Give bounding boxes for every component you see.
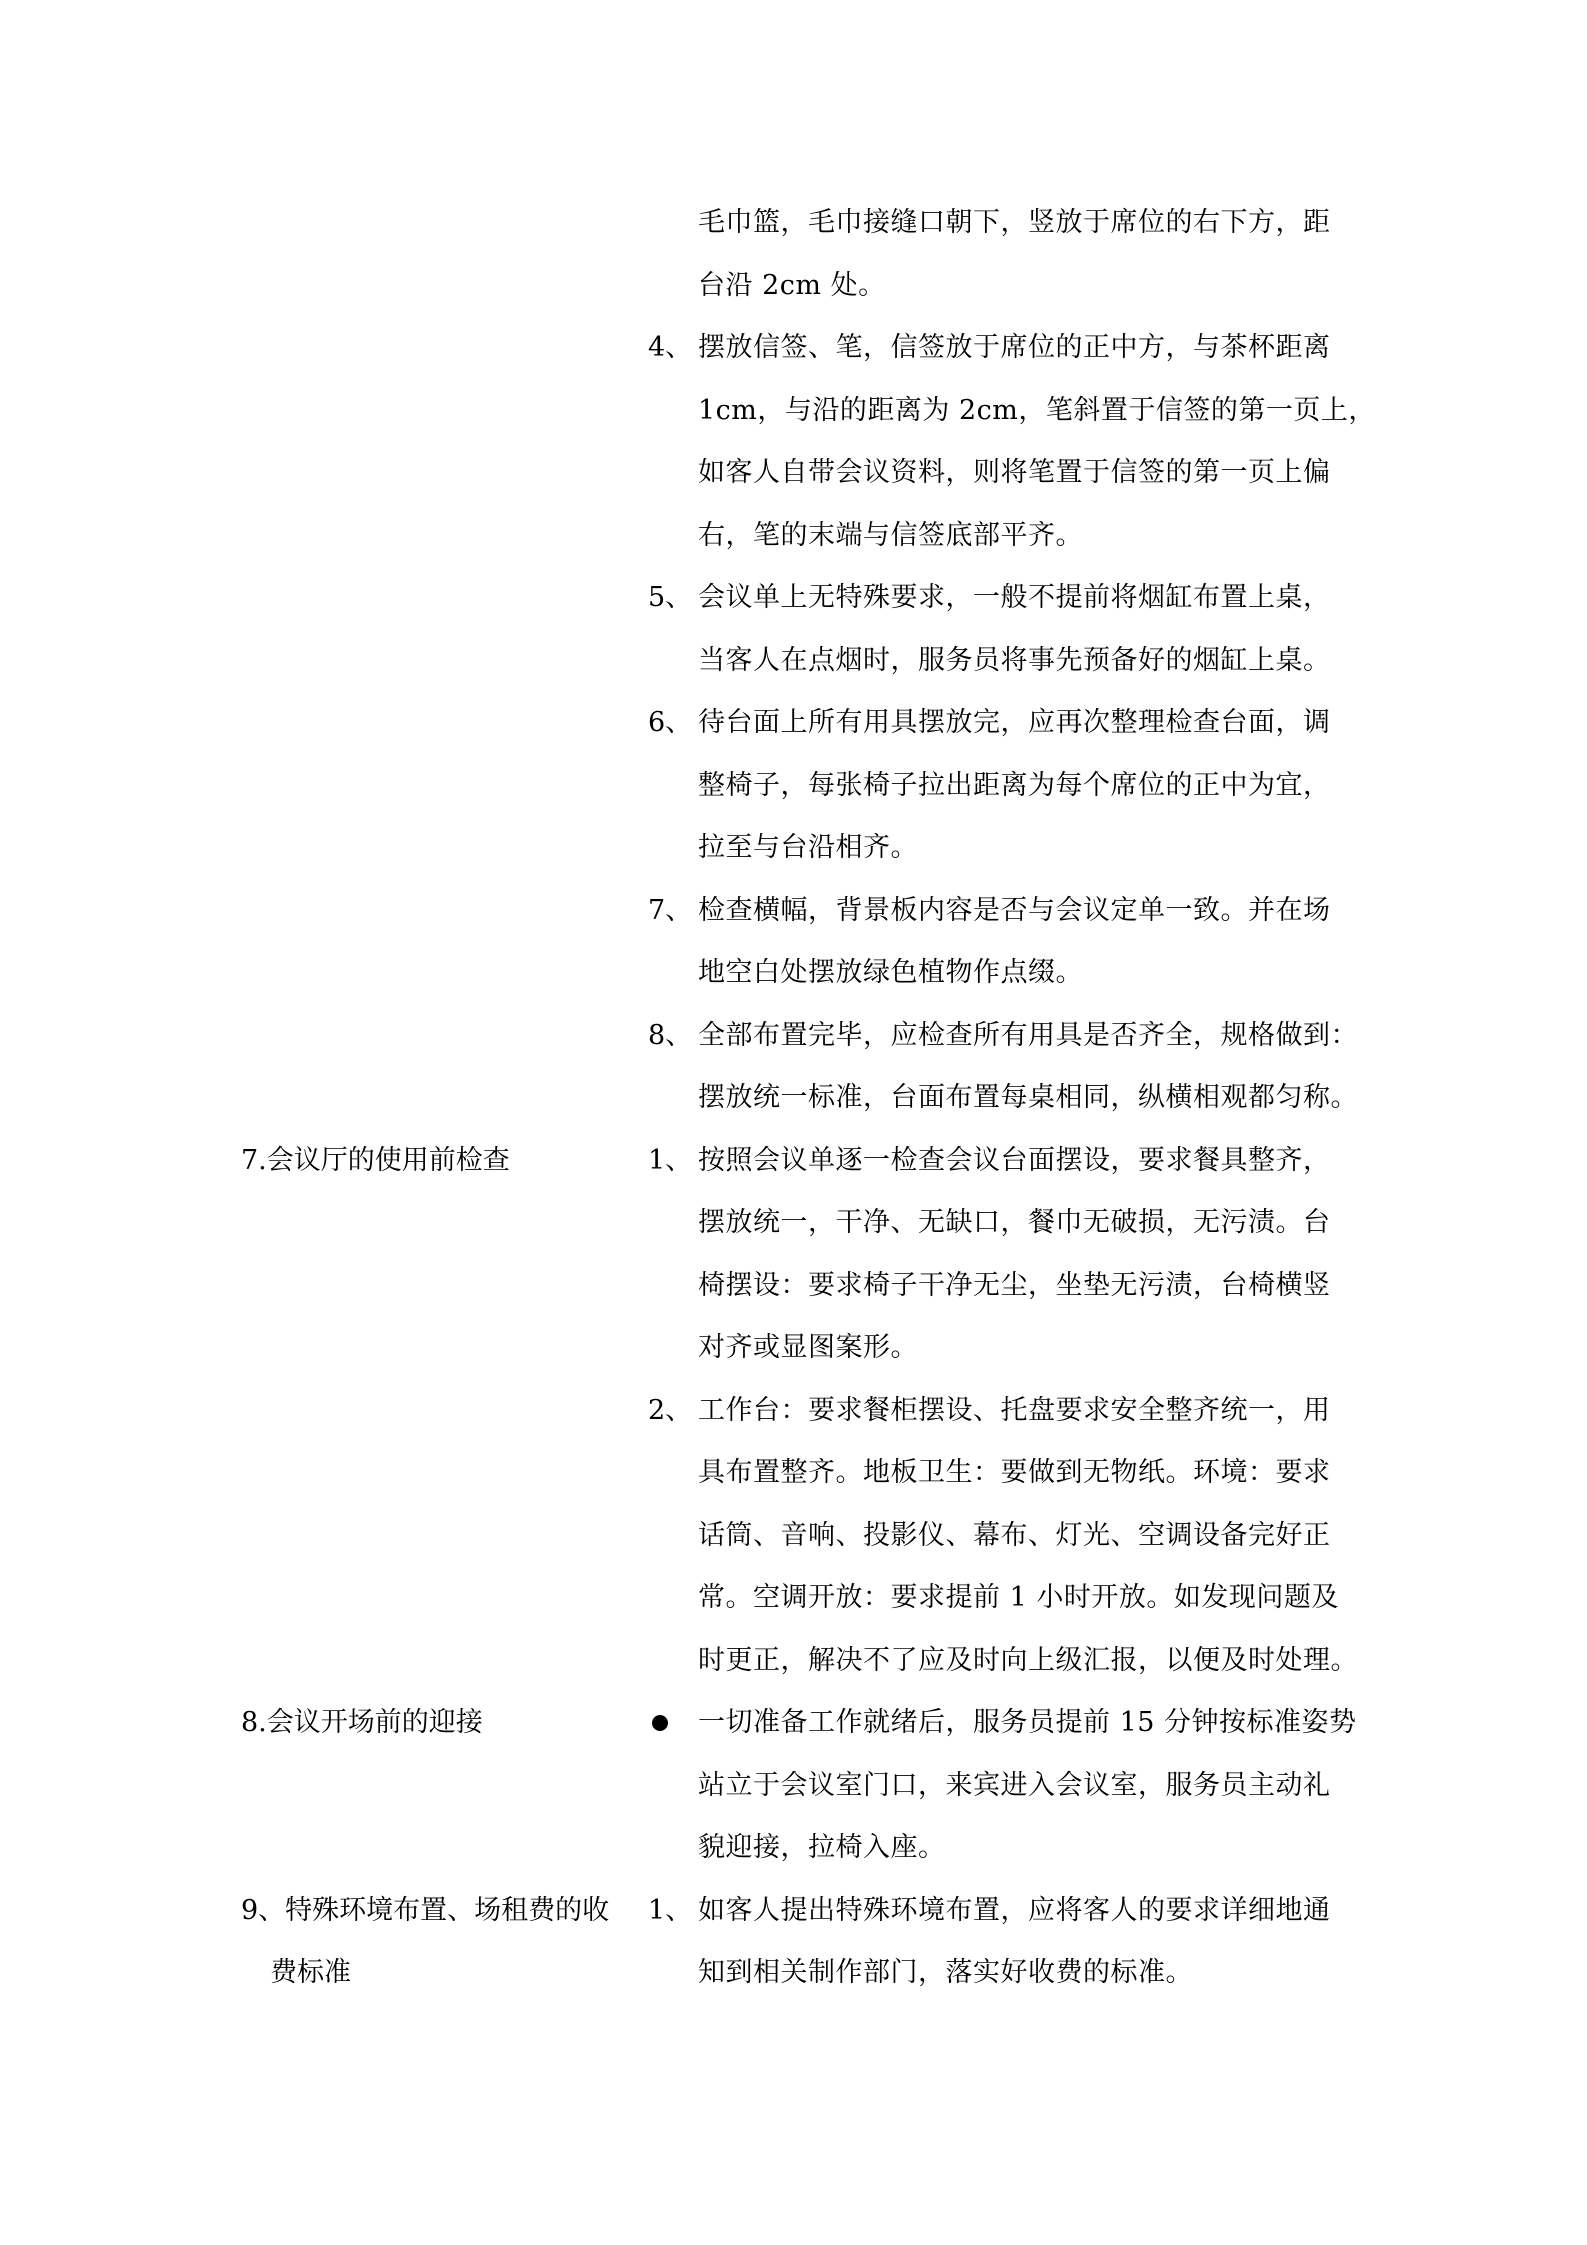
paragraph-line: 待台面上所有用具摆放完，应再次整理检查台面，调 (698, 707, 1331, 738)
paragraph-line: 如客人提出特殊环境布置，应将客人的要求详细地通 (698, 1895, 1331, 1926)
paragraph-line: 话筒、音响、投影仪、幕布、灯光、空调设备完好正 (698, 1520, 1331, 1551)
paragraph-line: 摆放统一标准，台面布置每桌相同，纵横相观都匀称。 (698, 1082, 1358, 1113)
bullet-icon (652, 1715, 668, 1731)
paragraph-line: 台沿 2cm 处。 (698, 270, 886, 301)
paragraph-line: 毛巾篮，毛巾接缝口朝下，竖放于席位的右下方，距 (698, 207, 1331, 238)
paragraph-line: 如客人自带会议资料，则将笔置于信签的第一页上偏 (698, 457, 1331, 488)
paragraph-line: 整椅子，每张椅子拉出距离为每个席位的正中为宜， (698, 770, 1331, 801)
section-title: 8.会议开场前的迎接 (241, 1707, 483, 1738)
list-number: 1、 (648, 1145, 693, 1176)
list-number: 4、 (648, 332, 693, 363)
paragraph-line: 右，笔的末端与信签底部平齐。 (698, 520, 1083, 551)
paragraph-line: 地空白处摆放绿色植物作点缀。 (698, 957, 1083, 988)
paragraph-line: 常。空调开放：要求提前 1 小时开放。如发现问题及 (698, 1582, 1339, 1613)
paragraph-line: 具布置整齐。地板卫生：要做到无物纸。环境：要求 (698, 1457, 1331, 1488)
paragraph-line: 貌迎接，拉椅入座。 (698, 1832, 946, 1863)
section-title: 9、特殊环境布置、场租费的收 (241, 1895, 610, 1926)
paragraph-line: 知到相关制作部门，落实好收费的标准。 (698, 1957, 1193, 1988)
paragraph-line: 时更正，解决不了应及时向上级汇报，以便及时处理。 (698, 1645, 1358, 1676)
list-number: 6、 (648, 707, 693, 738)
paragraph-line: 摆放信签、笔，信签放于席位的正中方，与茶杯距离 (698, 332, 1331, 363)
list-number: 5、 (648, 582, 693, 613)
paragraph-line: 检查横幅，背景板内容是否与会议定单一致。并在场 (698, 895, 1331, 926)
paragraph-line: 拉至与台沿相齐。 (698, 832, 918, 863)
paragraph-line: 摆放统一，干净、无缺口，餐巾无破损，无污渍。台 (698, 1207, 1331, 1238)
paragraph-line: 椅摆设：要求椅子干净无尘，坐垫无污渍，台椅横竖 (698, 1270, 1331, 1301)
list-number: 7、 (648, 895, 693, 926)
list-number: 1、 (648, 1895, 693, 1926)
paragraph-line: 站立于会议室门口，来宾进入会议室，服务员主动礼 (698, 1770, 1331, 1801)
list-number: 2、 (648, 1395, 693, 1426)
paragraph-line: 1cm，与沿的距离为 2cm，笔斜置于信签的第一页上， (698, 395, 1376, 426)
section-title: 7.会议厅的使用前检查 (241, 1145, 510, 1176)
paragraph-line: 工作台：要求餐柜摆设、托盘要求安全整齐统一，用 (698, 1395, 1331, 1426)
section-title-continued: 费标准 (270, 1957, 351, 1988)
paragraph-line: 一切准备工作就绪后，服务员提前 15 分钟按标准姿势 (698, 1707, 1357, 1738)
paragraph-line: 按照会议单逐一检查会议台面摆设，要求餐具整齐， (698, 1145, 1331, 1176)
paragraph-line: 会议单上无特殊要求，一般不提前将烟缸布置上桌， (698, 582, 1331, 613)
paragraph-line: 对齐或显图案形。 (698, 1332, 918, 1363)
paragraph-line: 全部布置完毕，应检查所有用具是否齐全，规格做到： (698, 1020, 1358, 1051)
list-number: 8、 (648, 1020, 693, 1051)
paragraph-line: 当客人在点烟时，服务员将事先预备好的烟缸上桌。 (698, 645, 1331, 676)
